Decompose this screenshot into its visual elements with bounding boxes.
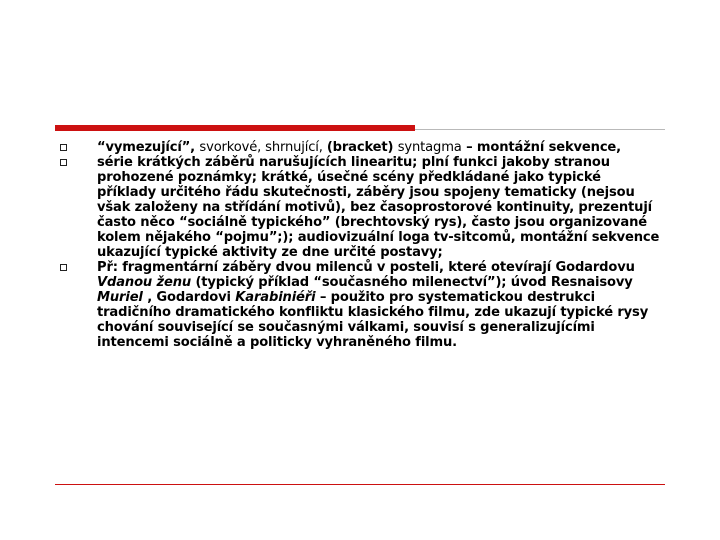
film-title: Muriel (97, 290, 143, 305)
bottom-rule (55, 484, 665, 485)
square-bullet-icon (60, 144, 67, 151)
list-item (60, 155, 660, 260)
title-accent-bar (55, 125, 415, 131)
list-item (60, 140, 660, 155)
square-bullet-icon (60, 264, 67, 271)
film-title: Vdanou ženu (97, 275, 192, 290)
item-text: série krátkých záběrů narušujících linearitu; plní funkci jakoby stranou prohozené poznámky; krátké, úsečné scény předkládané jako typické příklady určitého řádu skutečnosti, záběry jsou spojeny tematicky (nejsou však založeny na střídání motivů), bez časoprostorové kontinuity, prezentují často něco “sociálně typického” (brechtovský rys), často jsou organizované kolem nějakého “pojmu”;); audiovizuální loga tv-sitcomů, montážní sekvence ukazující typické aktivity ze dne určité postavy; (97, 155, 660, 260)
item-text: Př: fragmentární záběry dvou milenců v posteli, které otevírají Godardovu Vdanou ženu (typický příklad “současného milenectví”); úvod Resnaisovy Muriel , Godardovi Karabiniéři – použito pro systematickou destrukci tradičního dramatického konfliktu klasického filmu, zde ukazují typické rysy chování související se současnými válkami, souvisí s generalizujícími intencemi sociálně a politicky vyhraněného filmu. (97, 260, 649, 350)
item-text: “vymezující”, svorkové, shrnující, (bracket) syntagma – montážní sekvence, (97, 140, 621, 155)
square-bullet-icon (60, 159, 67, 166)
bullet-list (60, 140, 660, 350)
list-item (60, 260, 660, 350)
film-title: Karabiniéři (235, 290, 316, 305)
title-rule (415, 129, 665, 130)
